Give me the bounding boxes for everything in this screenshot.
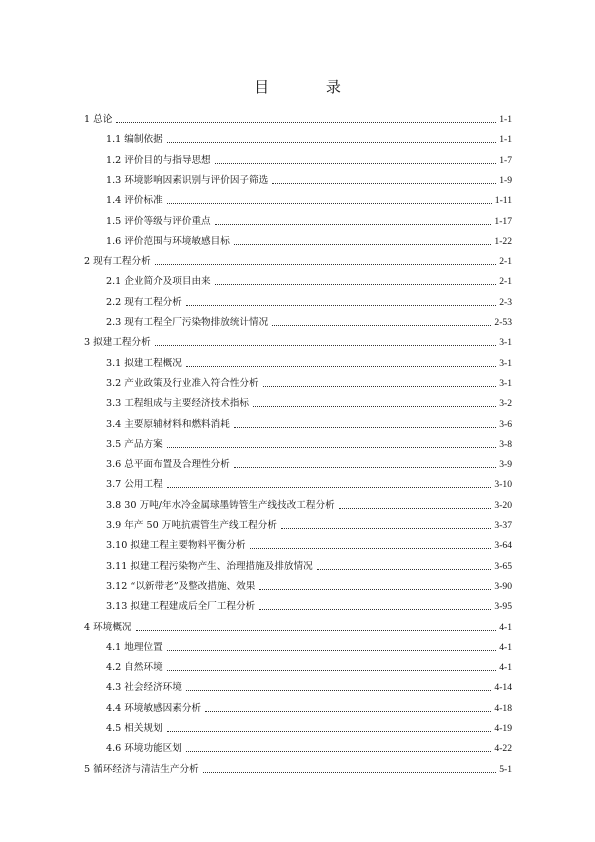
toc-entry-label: 3.4 主要原辅材料和燃料消耗 — [106, 418, 230, 430]
toc-entry[interactable] — [84, 108, 512, 126]
toc-entry-label: 3.12 “以新带老”及整改措施、效果 — [106, 580, 256, 592]
toc-entry-page-number: 3-6 — [499, 418, 512, 430]
toc-entry[interactable] — [106, 453, 512, 471]
toc-entry-label: 4.1 地理位置 — [106, 641, 163, 653]
toc-entry-label: 4.6 环境功能区划 — [106, 743, 182, 755]
toc-entry-page-number: 5-1 — [499, 763, 512, 775]
toc-entry-page-number: 1-22 — [494, 235, 512, 247]
dot-leader — [250, 547, 492, 549]
dot-leader — [203, 771, 497, 773]
toc-entry-label: 3.5 产品方案 — [106, 438, 163, 450]
toc-entry[interactable] — [106, 595, 512, 613]
toc-entry[interactable] — [106, 534, 512, 552]
dot-leader — [281, 527, 491, 529]
toc-entry[interactable] — [106, 514, 512, 532]
toc-entry-page-number: 4-1 — [499, 621, 512, 633]
toc-entry-label: 4.5 相关规划 — [106, 723, 163, 734]
toc-entry-label: 3.6 总平面布置及合理性分析 — [106, 459, 230, 471]
toc-entry-label: 5 循环经济与清洁生产分析 — [84, 763, 199, 775]
toc-entry-label: 3.7 公用工程 — [106, 479, 163, 491]
toc-entry-label: 1 总论 — [84, 114, 113, 125]
toc-entry[interactable] — [106, 291, 512, 309]
toc-entry-page-number: 3-1 — [499, 337, 512, 349]
toc-entry-label: 3.1 拟建工程概况 — [106, 357, 182, 369]
toc-entry-page-number: 3-1 — [499, 377, 512, 389]
toc-entry-page-number: 3-37 — [494, 520, 512, 531]
toc-entry-label: 1.2 评价目的与指导思想 — [106, 154, 211, 166]
toc-entry[interactable] — [106, 149, 512, 167]
toc-entry-page-number: 3-20 — [494, 499, 512, 511]
toc-entry[interactable] — [106, 189, 512, 207]
toc-entry-label: 1.3 环境影响因素识别与评价因子筛选 — [106, 174, 269, 186]
toc-entry-page-number: 1-1 — [499, 114, 512, 125]
toc-entry-label: 3.13 拟建工程建成后全厂工程分析 — [106, 601, 256, 613]
toc-entry[interactable] — [106, 433, 512, 451]
toc-entry[interactable] — [106, 311, 512, 329]
toc-entry-page-number: 3-95 — [494, 601, 512, 613]
dot-leader — [272, 182, 496, 184]
dot-leader — [167, 730, 492, 732]
toc-entry[interactable] — [106, 555, 512, 573]
dot-leader — [263, 385, 497, 387]
toc-entry[interactable] — [106, 575, 512, 593]
toc-entry-page-number: 2-3 — [499, 296, 512, 308]
toc-entry[interactable] — [106, 676, 512, 694]
toc-entry-page-number: 3-9 — [499, 459, 512, 471]
toc-entry[interactable] — [106, 210, 512, 228]
toc-entry[interactable] — [84, 758, 512, 776]
dot-leader — [259, 588, 491, 590]
dot-leader — [155, 344, 496, 346]
toc-entry-page-number: 4-19 — [494, 723, 512, 734]
toc-entry-label: 1.5 评价等级与评价重点 — [106, 215, 211, 227]
toc-entry-label: 2.2 现有工程分析 — [106, 296, 182, 308]
toc-entry[interactable] — [106, 413, 512, 431]
toc-entry-page-number: 3-64 — [494, 540, 512, 552]
toc-entry-label: 3.8 30 万吨/年水冷金属球墨铸管生产线技改工程分析 — [106, 499, 335, 511]
toc-entry-label: 3.3 工程组成与主要经济技术指标 — [106, 398, 250, 410]
toc-entry[interactable] — [84, 250, 512, 268]
toc-entry[interactable] — [106, 352, 512, 370]
dot-leader — [186, 304, 496, 306]
toc-entry-page-number: 2-1 — [499, 256, 512, 268]
dot-leader — [215, 283, 497, 285]
dot-leader — [205, 710, 491, 712]
toc-entry-label: 2.1 企业简介及项目由来 — [106, 276, 211, 288]
toc-entry-page-number: 3-2 — [499, 398, 512, 410]
toc-entry[interactable] — [106, 169, 512, 187]
dot-leader — [186, 689, 492, 691]
dot-leader — [116, 121, 496, 123]
dot-leader — [215, 223, 492, 225]
toc-entry[interactable] — [106, 372, 512, 390]
toc-entry[interactable] — [106, 230, 512, 248]
toc-entry-label: 2.3 现有工程全厂污染物排放统计情况 — [106, 317, 269, 328]
toc-entry-page-number: 4-14 — [494, 682, 512, 694]
dot-leader — [259, 608, 491, 610]
toc-entry[interactable] — [106, 270, 512, 288]
toc-entry-label: 3.10 拟建工程主要物料平衡分析 — [106, 540, 246, 552]
toc-entry-label: 4.4 环境敏感因素分析 — [106, 702, 202, 714]
toc-entry-page-number: 4-1 — [499, 641, 512, 653]
toc-entry-label: 1.1 编制依据 — [106, 134, 163, 146]
dot-leader — [186, 365, 496, 367]
toc-entry-label: 4.3 社会经济环境 — [106, 682, 182, 694]
toc-entry-label: 4.2 自然环境 — [106, 662, 163, 674]
toc-entry-page-number: 4-1 — [499, 662, 512, 674]
toc-entry-page-number: 1-11 — [494, 195, 512, 207]
toc-entry[interactable] — [106, 737, 512, 755]
dot-leader — [339, 507, 492, 509]
toc-entry[interactable] — [106, 697, 512, 715]
toc-entry-page-number: 4-22 — [494, 743, 512, 755]
dot-leader — [167, 202, 492, 204]
dot-leader — [272, 324, 491, 326]
dot-leader — [253, 405, 496, 407]
toc-entry-page-number: 3-1 — [499, 357, 512, 369]
dot-leader — [215, 162, 497, 164]
dot-leader — [167, 446, 497, 448]
dot-leader — [136, 629, 497, 631]
toc-entry-label: 1.6 评价范围与环境敏感目标 — [106, 235, 230, 247]
toc-entry-label: 2 现有工程分析 — [84, 256, 151, 268]
dot-leader — [167, 649, 497, 651]
dot-leader — [155, 263, 496, 265]
dot-leader — [167, 486, 492, 488]
toc-entry-page-number: 1-9 — [499, 174, 512, 186]
toc-entry-page-number: 1-7 — [499, 154, 512, 166]
toc-entry-label: 3 拟建工程分析 — [84, 337, 151, 349]
toc-entry-label: 4 环境概况 — [84, 621, 132, 633]
toc-entry[interactable] — [84, 331, 512, 349]
dot-leader — [234, 426, 496, 428]
toc-entry-label: 1.4 评价标准 — [106, 195, 163, 207]
toc-entry-page-number: 2-53 — [494, 317, 512, 328]
toc-entry[interactable] — [106, 392, 512, 410]
toc-entry[interactable] — [106, 717, 512, 735]
toc-entry[interactable] — [106, 128, 512, 146]
toc-entry[interactable] — [106, 494, 512, 512]
toc-entry-label: 3.9 年产 50 万吨抗震管生产线工程分析 — [106, 520, 277, 531]
dot-leader — [167, 141, 497, 143]
toc-entry-page-number: 1-17 — [494, 215, 512, 227]
toc-entry-page-number: 3-65 — [494, 560, 512, 572]
dot-leader — [317, 568, 492, 570]
toc-entry-page-number: 2-1 — [499, 276, 512, 288]
dot-leader — [234, 243, 492, 245]
toc-entry[interactable] — [84, 616, 512, 634]
dot-leader — [167, 669, 497, 671]
toc-entry-page-number: 3-10 — [494, 479, 512, 491]
toc-entry-page-number: 3-90 — [494, 580, 512, 592]
page-title: 目 录 — [254, 78, 367, 96]
toc-entry[interactable] — [106, 636, 512, 654]
toc-entry-label: 3.11 拟建工程污染物产生、治理措施及排放情况 — [106, 560, 313, 572]
dot-leader — [234, 466, 496, 468]
toc-entry-label: 3.2 产业政策及行业准入符合性分析 — [106, 377, 259, 389]
toc-entry-page-number: 1-1 — [499, 134, 512, 146]
toc-entry[interactable] — [106, 473, 512, 491]
toc-entry[interactable] — [106, 656, 512, 674]
toc-entry-page-number: 3-8 — [499, 438, 512, 450]
toc-entry-page-number: 4-18 — [494, 702, 512, 714]
dot-leader — [186, 750, 492, 752]
